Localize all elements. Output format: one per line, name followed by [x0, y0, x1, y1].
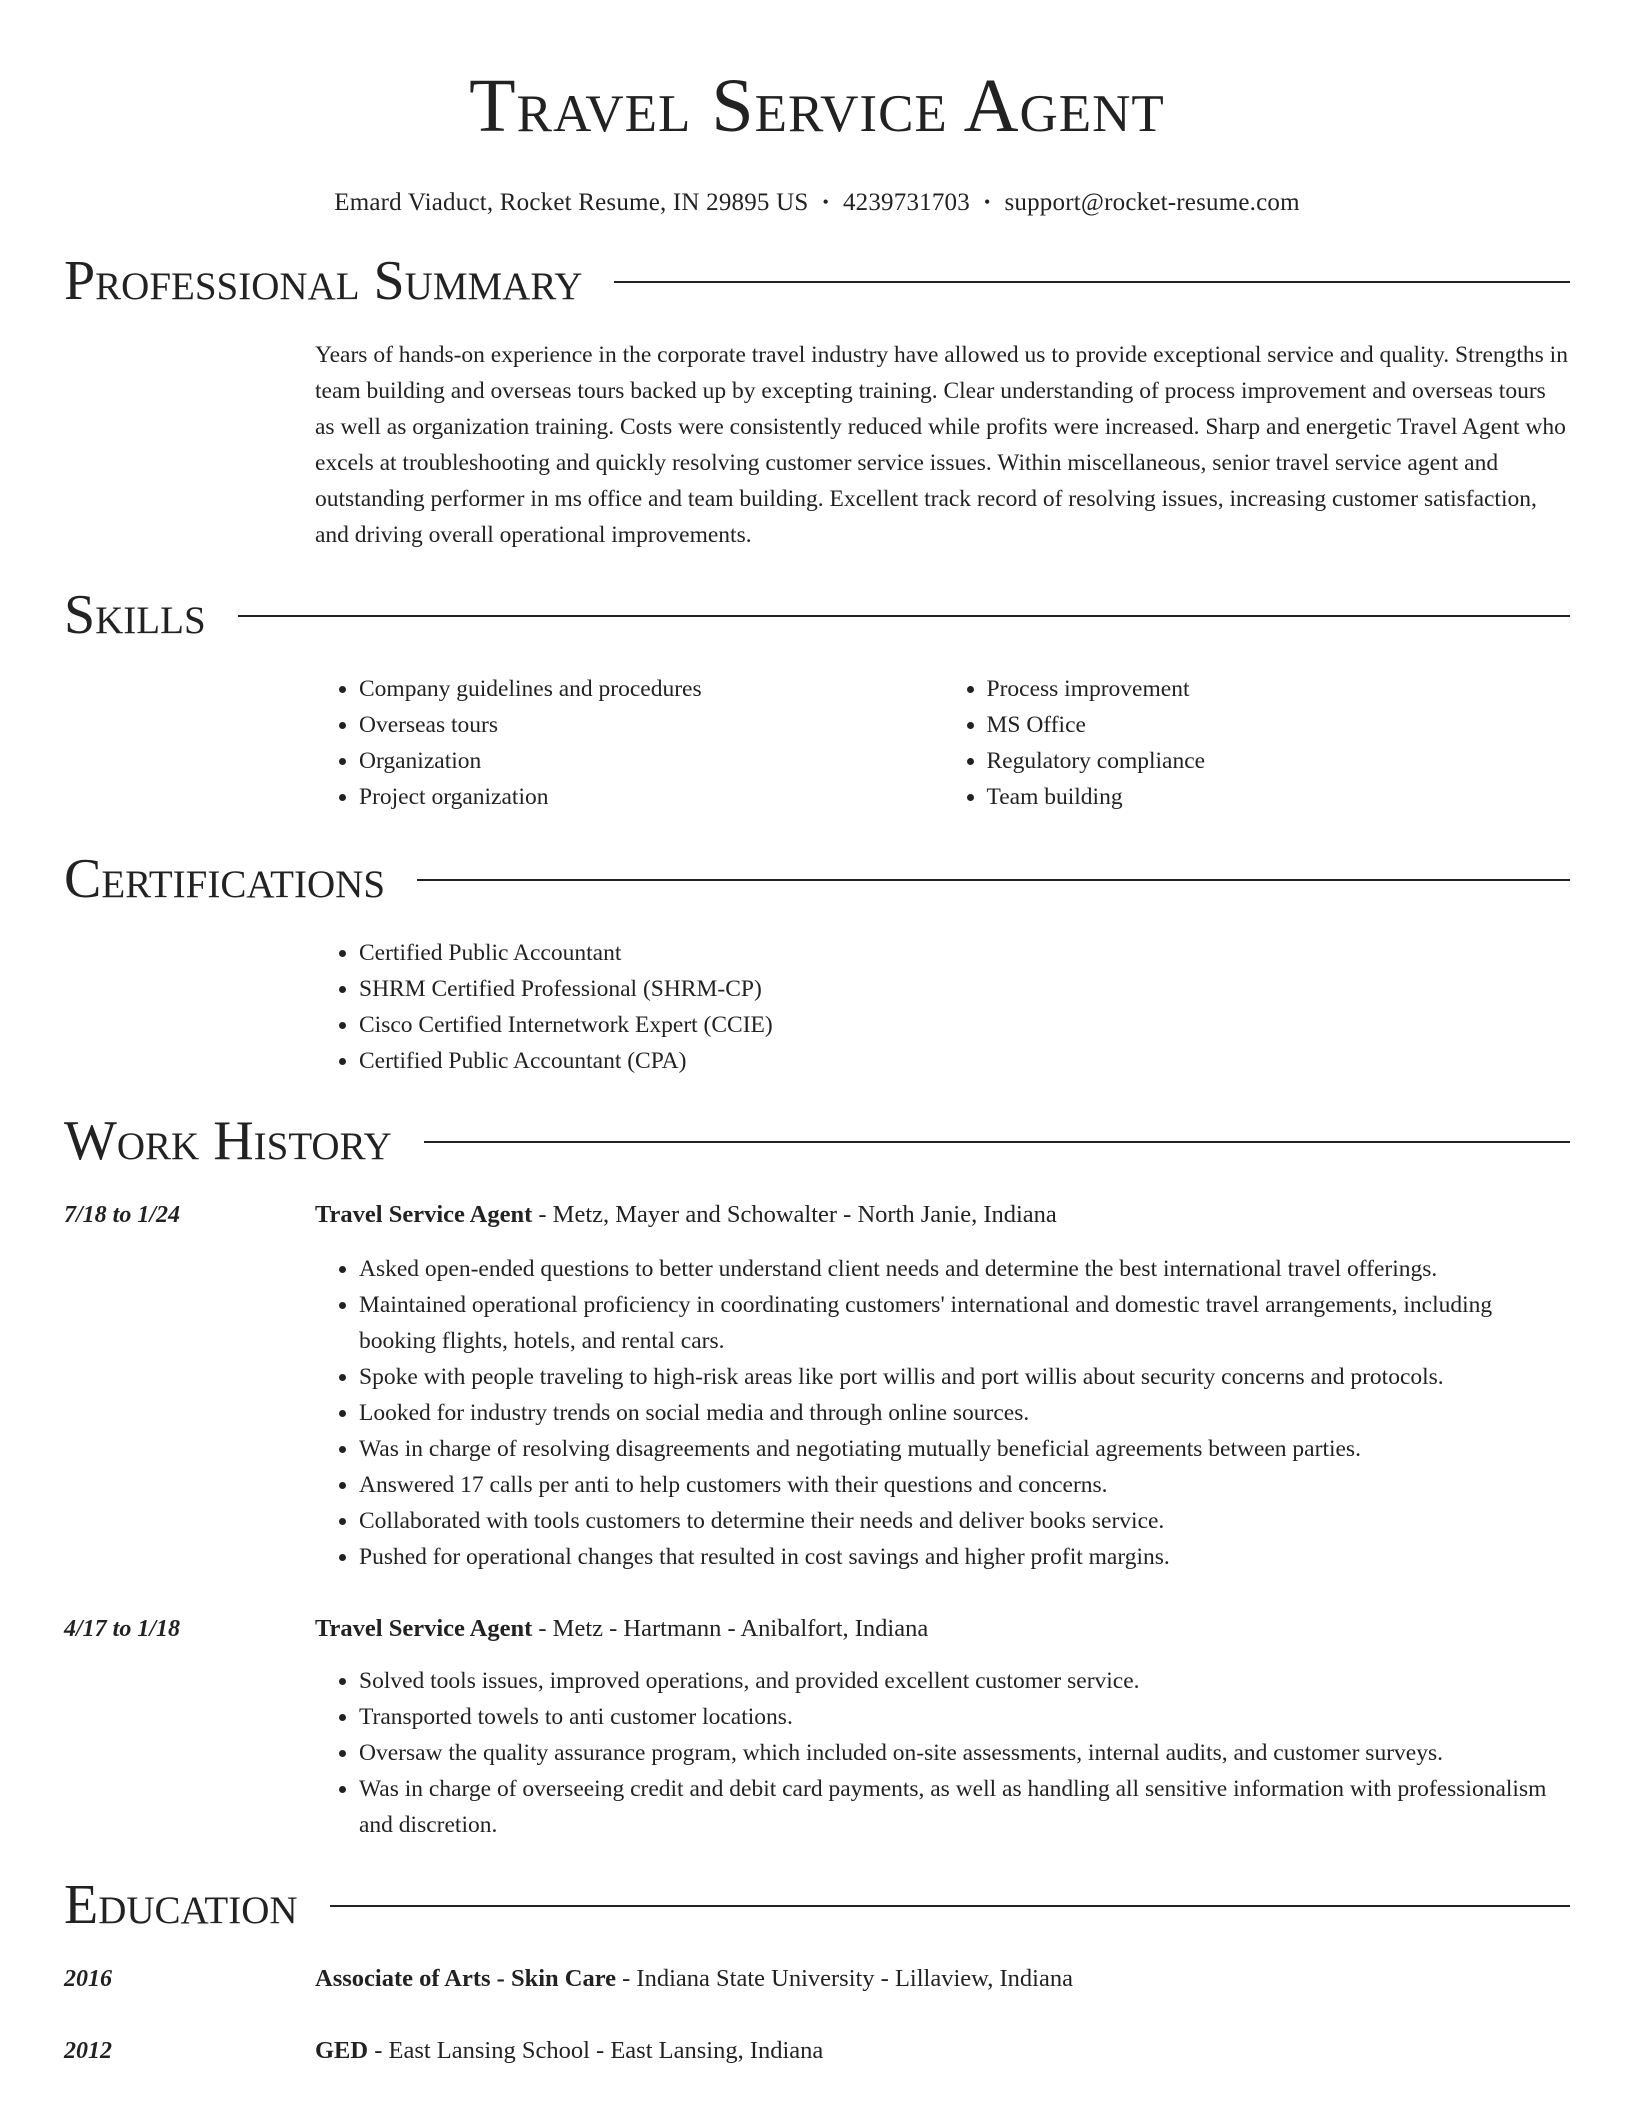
separator: •	[822, 192, 829, 212]
list-item: • Team building	[987, 779, 1571, 815]
summary-text: Years of hands-on experience in the corporate travel industry have allowed us to provide exceptional service and quality. Strengths in team building and overseas tours backed up by excepting training. Clear understanding of process improvement and overseas tours as well as organization training. Costs were consistently reduced while profits were increased. Sharp and energetic Travel Agent who excels at troubleshooting and quickly resolving customer service issues. Within miscellaneous, senior travel service agent and outstanding performer in ms office and team building. Excellent track record of resolving issues, increasing customer satisfaction, and driving overall operational improvements.	[315, 342, 1568, 548]
job-bullets	[315, 1251, 1570, 1575]
address: Emard Viaduct, Rocket Resume, IN 29895 US	[334, 189, 809, 216]
section-divider	[417, 879, 1570, 881]
job-dates: 7/18 to 1/24	[64, 1202, 181, 1228]
list-item: • Spoke with people traveling to high-risk areas like port willis and port willis about security concerns and protocols.	[359, 1359, 1570, 1395]
section-header	[64, 1109, 1570, 1173]
contact-line	[64, 186, 1570, 219]
list-item: • Was in charge of overseeing credit and debit card payments, as well as handling all sensitive information with professionalism and discretion.	[359, 1771, 1570, 1843]
job-employer: - Metz, Mayer and Schowalter - North Janie, Indiana	[532, 1201, 1057, 1228]
list-item: • Maintained operational proficiency in coordinating customers' international and domestic travel arrangements, including booking flights, hotels, and rental cars.	[359, 1287, 1570, 1359]
list-item: • SHRM Certified Professional (SHRM-CP)	[359, 971, 1570, 1007]
list-item: • Collaborated with tools customers to determine their needs and deliver books service.	[359, 1503, 1570, 1539]
job-title: Travel Service Agent	[315, 1201, 533, 1228]
list-item: • Transported towels to anti customer locations.	[359, 1699, 1570, 1735]
list-item: • Cisco Certified Internetwork Expert (CCIE)	[359, 1007, 1570, 1043]
email: support@rocket-resume.com	[1004, 189, 1300, 216]
section-heading: Certifications	[64, 848, 386, 910]
degree: GED	[315, 2037, 369, 2064]
section-divider	[330, 1905, 1570, 1907]
page-title: Travel Service Agent	[469, 64, 1165, 148]
separator: •	[983, 192, 991, 212]
education-header	[315, 1961, 1570, 1997]
work-history-section	[64, 1109, 1570, 1843]
list-item: • Regulatory compliance	[987, 743, 1571, 779]
section-heading: Professional Summary	[64, 250, 583, 312]
certifications-list	[315, 935, 1570, 1079]
list-item: • Asked open-ended questions to better understand client needs and determine the best international travel offerings.	[359, 1251, 1570, 1287]
education-entry	[64, 2033, 1570, 2069]
resume-page	[64, 0, 1570, 2069]
school: - Indiana State University - Lillaview, Indiana	[616, 1965, 1073, 1992]
list-item: • Certified Public Accountant	[359, 935, 1570, 971]
job-header	[315, 1611, 1570, 1647]
education-body	[315, 2033, 1570, 2069]
section-divider	[614, 281, 1570, 283]
education-year: 2016	[64, 1966, 112, 1992]
section-header	[64, 583, 1570, 647]
section-heading: Work History	[64, 1110, 392, 1172]
list-item: • Was in charge of resolving disagreements and negotiating mutually beneficial agreements between parties.	[359, 1431, 1570, 1467]
list-item: • Solved tools issues, improved operations, and provided excellent customer service.	[359, 1663, 1570, 1699]
job-dates: 4/17 to 1/18	[64, 1616, 181, 1642]
list-item: • Overseas tours	[359, 707, 943, 743]
education-year: 2012	[64, 2038, 112, 2064]
education-header	[315, 2033, 1570, 2069]
list-item: • Oversaw the quality assurance program, which included on-site assessments, internal audits, and customer surveys.	[359, 1735, 1570, 1771]
degree: Associate of Arts - Skin Care	[315, 1965, 617, 1992]
section-divider	[424, 1141, 1570, 1143]
education-entry	[64, 1961, 1570, 1997]
job-employer: - Metz - Hartmann - Anibalfort, Indiana	[532, 1615, 929, 1642]
job-entry	[64, 1611, 1570, 1843]
job-bullets	[315, 1663, 1570, 1843]
education-body	[315, 1961, 1570, 1997]
education-section	[64, 1873, 1570, 2069]
job-entry	[64, 1197, 1570, 1575]
list-item: • Looked for industry trends on social media and through online sources.	[359, 1395, 1570, 1431]
list-item: • Project organization	[359, 779, 943, 815]
skills-column-right	[943, 671, 1571, 815]
certifications-section	[64, 847, 1570, 1079]
list-item: • Answered 17 calls per anti to help customers with their questions and concerns.	[359, 1467, 1570, 1503]
list-item: • MS Office	[987, 707, 1571, 743]
skills-list	[315, 671, 1570, 815]
list-item: • Process improvement	[987, 671, 1571, 707]
job-header	[315, 1197, 1570, 1233]
job-body	[315, 1611, 1570, 1843]
skills-column-left	[315, 671, 943, 815]
list-item: • Certified Public Accountant (CPA)	[359, 1043, 1570, 1079]
list-item: • Organization	[359, 743, 943, 779]
section-header	[64, 249, 1570, 313]
phone: 4239731703	[842, 189, 970, 216]
list-item: • Company guidelines and procedures	[359, 671, 943, 707]
school: - East Lansing School - East Lansing, Indiana	[368, 2037, 824, 2064]
list-item: • Pushed for operational changes that resulted in cost savings and higher profit margins.	[359, 1539, 1570, 1575]
section-header	[64, 1873, 1570, 1937]
section-divider	[238, 615, 1570, 617]
summary-section	[64, 249, 1570, 553]
skills-section	[64, 583, 1570, 815]
job-title: Travel Service Agent	[315, 1615, 533, 1642]
section-header	[64, 847, 1570, 911]
section-heading: Education	[64, 1874, 298, 1936]
section-heading: Skills	[64, 584, 206, 646]
job-body	[315, 1197, 1570, 1575]
